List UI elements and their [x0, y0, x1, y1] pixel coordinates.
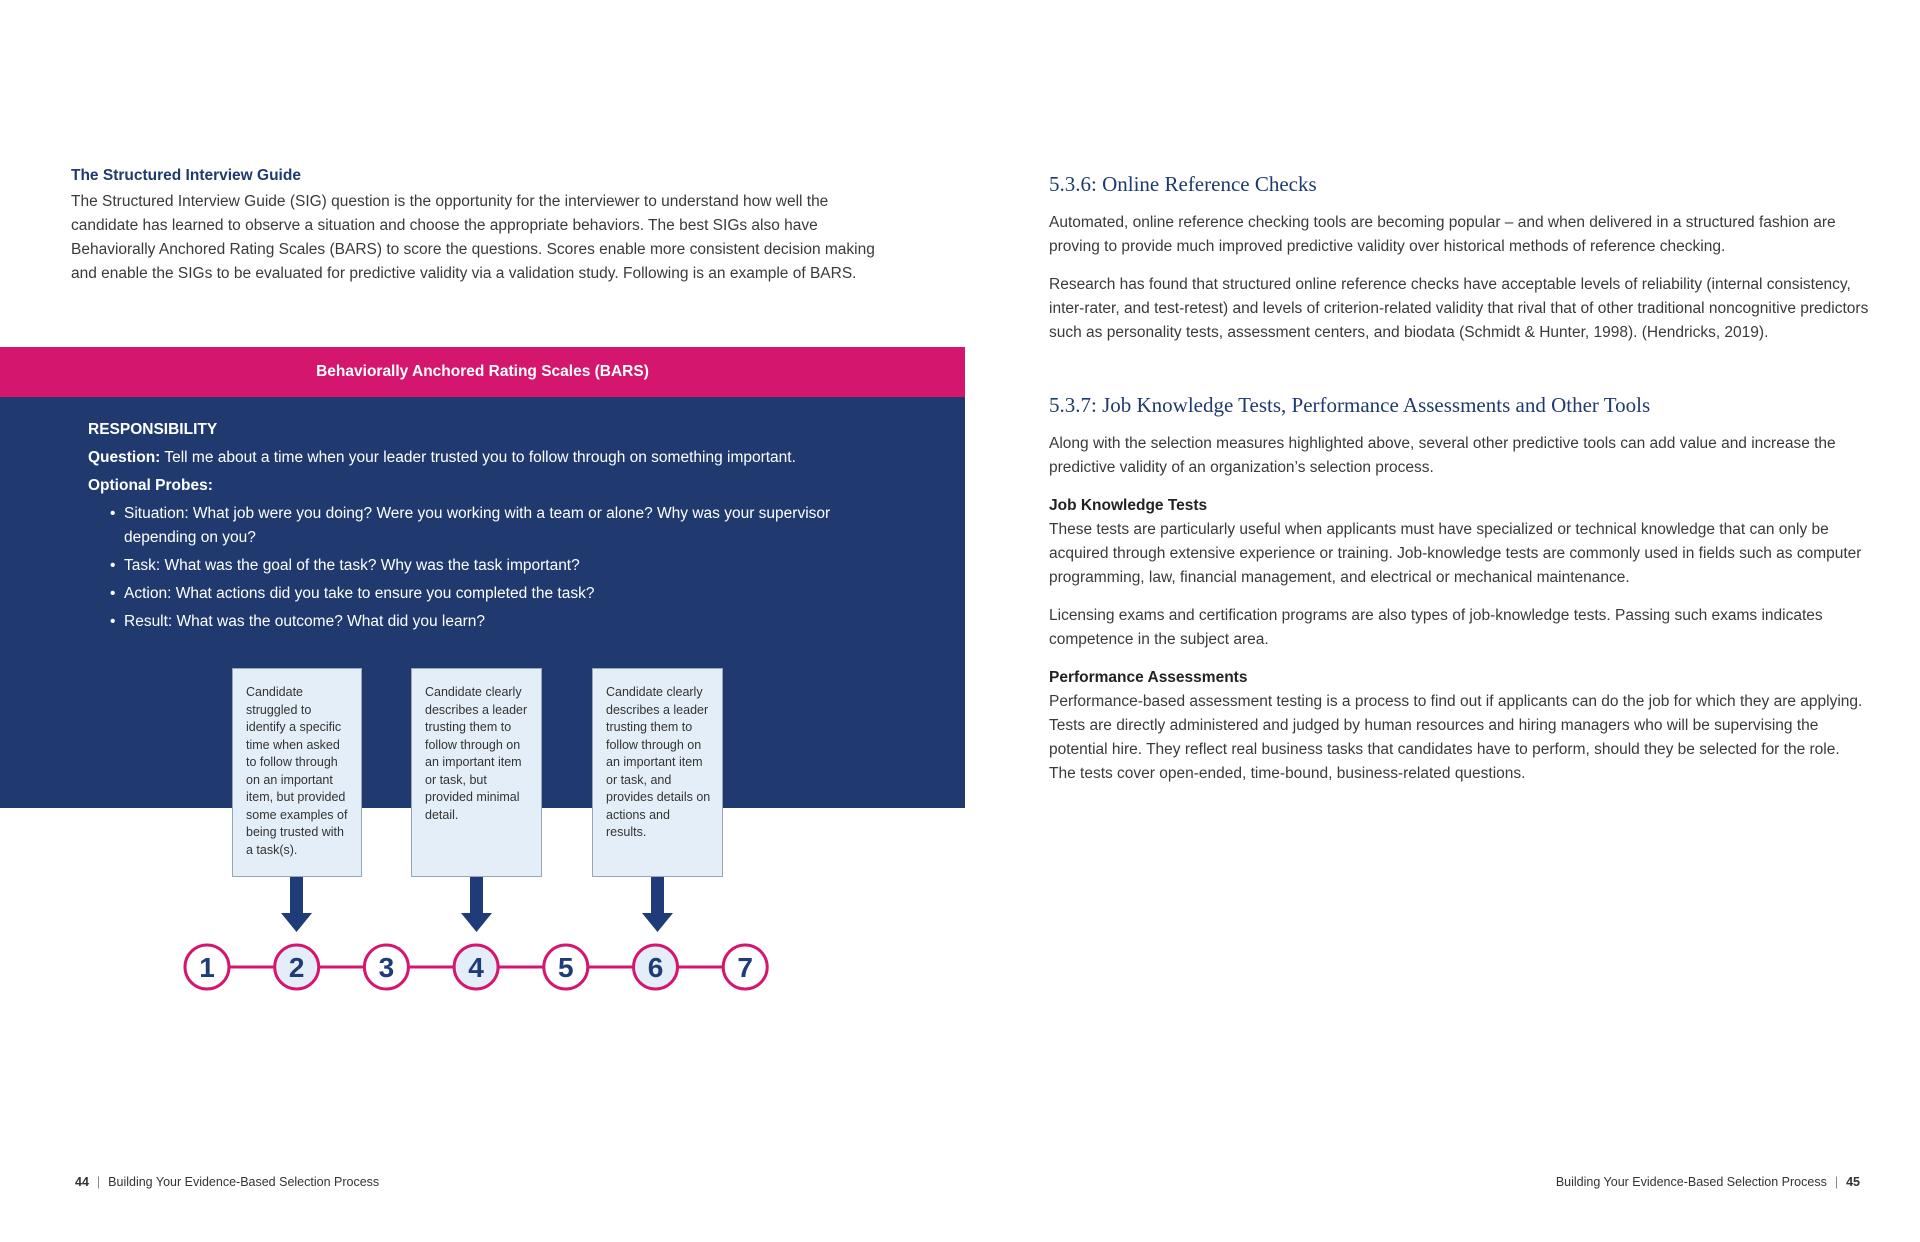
bars-content: [88, 418, 888, 638]
footer-right: [1556, 1175, 1860, 1189]
scale-label-7: 7: [737, 952, 753, 983]
performance-assessments-heading: Performance Assessments: [1049, 669, 1248, 686]
competency-title: RESPONSIBILITY: [88, 421, 218, 438]
paragraph: Performance-based assessment testing is a process to find out if applicants can do the job for which they are applying. Tests are directly administered and judged by human resources and hiring managers who will be supervising the potential hire. They reflect real business tasks that candidates have to perform, should they be selected for the role. The tests cover open-ended, time-bound, business-related questions.: [1049, 693, 1863, 782]
arrow-head-2: [281, 913, 312, 932]
arrow-head-4: [461, 913, 492, 932]
scale-label-4: 4: [468, 952, 484, 983]
probes-label: Optional Probes:: [88, 477, 213, 494]
paragraph: Research has found that structured online reference checks have acceptable levels of reliability (internal consistency, inter-rater, and test-retest) and levels of criterion-related validity that rival that of other traditional noncognitive predictors such as personality tests, assessment centers, and biodata (Schmidt & Hunter, 1998). (Hendricks, 2019).: [1049, 276, 1869, 341]
sig-heading: The Structured Interview Guide: [71, 167, 301, 184]
paragraph: Along with the selection measures highlighted above, several other predictive tools can add value and increase the predictive validity of an organization’s selection process.: [1049, 435, 1836, 476]
job-knowledge-heading: Job Knowledge Tests: [1049, 497, 1208, 514]
section-536-body: [1049, 211, 1869, 359]
arrow-shaft-6: [651, 877, 664, 913]
scale-label-2: 2: [288, 952, 305, 983]
bars-header: Behaviorally Anchored Rating Scales (BARS): [0, 347, 965, 397]
footer-left: [75, 1175, 379, 1189]
scale-label-5: 5: [558, 952, 574, 983]
sig-body: The Structured Interview Guide (SIG) question is the opportunity for the interviewer to understand how well the candidate has learned to observe a situation and choose the appropriate behaviors. The best SIGs also have Behaviorally Anchored Rating Scales (BARS) to score the questions. Scores enable more consistent decision making and enable the SIGs to be evaluated for predictive validity via a validation study. Following is an example of BARS.: [71, 193, 875, 282]
section-536-heading: 5.3.6: Online Reference Checks: [1049, 172, 1317, 196]
bars-question: [88, 446, 888, 470]
section-537-body: [1049, 432, 1869, 800]
probe-item: • Action: What actions did you take to ensure you completed the task?: [124, 582, 888, 606]
rating-scale: [0, 870, 965, 1000]
footer-title-right: Building Your Evidence-Based Selection Process: [1555, 1175, 1827, 1189]
arrow-shaft-4: [470, 877, 483, 913]
footer-separator: |: [96, 1175, 101, 1189]
probes-list: [88, 502, 888, 634]
paragraph: These tests are particularly useful when applicants must have specialized or technical knowledge that can only be acquired through extensive experience or training. Job-knowledge tests are commonly used in fields such as computer programming, law, financial management, and electrical or mechanical maintenance.: [1049, 521, 1862, 586]
anchor-box-rating-2: Candidate struggled to identify a specific time when asked to follow through on an important item, but provided some examples of being trusted with a task(s).: [232, 668, 362, 877]
probe-item: • Situation: What job were you doing? Were you working with a team or alone? Why was your supervisor depending on you?: [124, 502, 888, 550]
scale-label-3: 3: [378, 952, 395, 983]
paragraph: Licensing exams and certification programs are also types of job-knowledge tests. Passing such exams indicates competence in the subject area.: [1049, 607, 1823, 648]
question-label: Question:: [88, 449, 161, 466]
down-arrow-icons: [281, 877, 673, 932]
section-537-heading: 5.3.7: Job Knowledge Tests, Performance Assessments and Other Tools: [1049, 393, 1651, 417]
scale-label-1: 1: [199, 952, 215, 983]
page-number-left: 44: [75, 1175, 89, 1189]
page-number-right: 45: [1846, 1175, 1860, 1189]
anchor-box-rating-6: Candidate clearly describes a leader trusting them to follow through on an important item or task, and provides details on actions and results.: [592, 668, 723, 877]
arrow-shaft-2: [290, 877, 303, 913]
footer-title-left: Building Your Evidence-Based Selection Process: [108, 1175, 380, 1189]
probe-item: • Task: What was the goal of the task? Why was the task important?: [124, 554, 888, 578]
question-text: Tell me about a time when your leader trusted you to follow through on something important.: [160, 449, 796, 466]
paragraph: Automated, online reference checking tools are becoming popular – and when delivered in a structured fashion are proving to provide much improved predictive validity over historical methods of reference checking.: [1049, 214, 1836, 255]
arrow-head-6: [642, 913, 673, 932]
anchor-box-rating-4: Candidate clearly describes a leader trusting them to follow through on an important item or task, but provided minimal detail.: [411, 668, 542, 877]
footer-separator: |: [1834, 1175, 1839, 1189]
scale-label-6: 6: [647, 952, 664, 983]
probe-item: • Result: What was the outcome? What did you learn?: [124, 610, 888, 634]
